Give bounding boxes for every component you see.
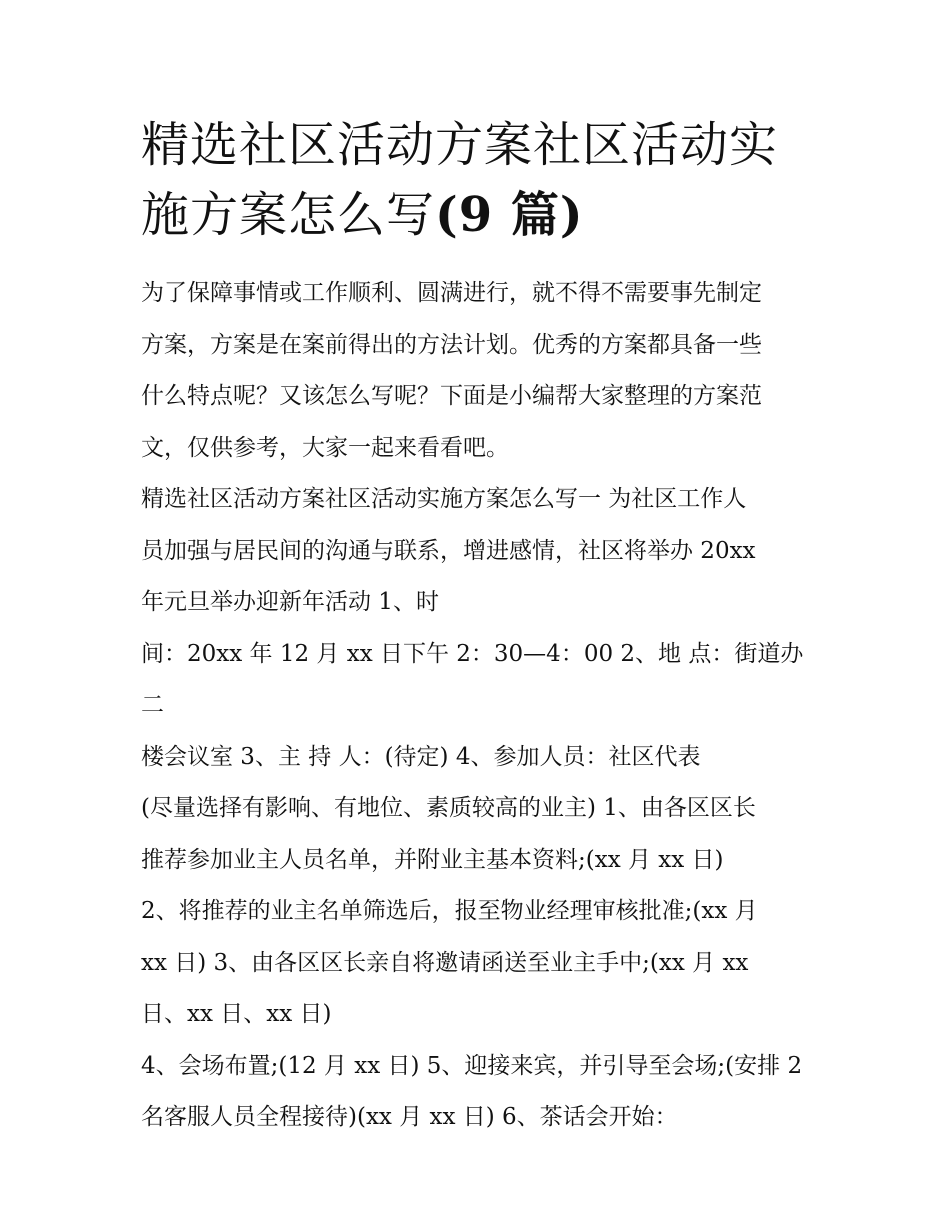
body-line-15: 4、会场布置;(12 月 xx 日) 5、迎接来宾，并引导至会场;(安排 2 [141,1052,803,1079]
title-line-2: 施方案怎么写 [141,187,436,243]
body-line-16: 名客服人员全程接待)(xx 月 xx 日) 6、茶话会开始： [141,1104,678,1130]
body-line-13: xx 日) 3、由各区区长亲自将邀请函送至业主手中;(xx 月 xx [141,949,749,976]
body-line-1: 为了保障事情或工作顺利、圆满进行，就不得不需要事先制定 [141,280,762,306]
body-line-6: 员加强与居民间的沟通与联系，增进感情，社区将举办 20xx [141,537,756,564]
body-line-10: (尽量选择有影响、有地位、素质较高的业主) 1、由各区区长 [141,795,756,821]
body-line-9: 楼会议室 3、主 持 人：(待定) 4、参加人员：社区代表 [141,743,701,770]
body-line-12: 2、将推荐的业主名单筛选后，报至物业经理审核批准;(xx 月 [141,898,758,924]
body-line-7: 年元旦举办迎新年活动 1、时 [141,589,439,615]
body-line-2: 方案，方案是在案前得出的方法计划。优秀的方案都具备一些 [141,331,762,358]
body-line-11: 推荐参加业主人员名单，并附业主基本资料;(xx 月 xx 日) [141,846,724,873]
body-line-8: 间：20xx 年 12 月 xx 日下午 2：30—4：00 2、地 点：街道办二 [141,640,804,718]
body-line-4: 文，仅供参考，大家一起来看看吧。 [141,434,509,461]
document-title [141,110,821,250]
title-line-1: 精选社区活动方案社区活动实 [141,117,779,173]
body-line-14: 日、xx 日、xx 日) [141,1001,332,1027]
body-line-5: 精选社区活动方案社区活动实施方案怎么写一 为社区工作人 [141,486,747,512]
title-count: (9 篇) [435,187,584,243]
body-line-3: 什么特点呢？又该怎么写呢？下面是小编帮大家整理的方案范 [141,383,762,409]
document-page [141,110,821,1144]
